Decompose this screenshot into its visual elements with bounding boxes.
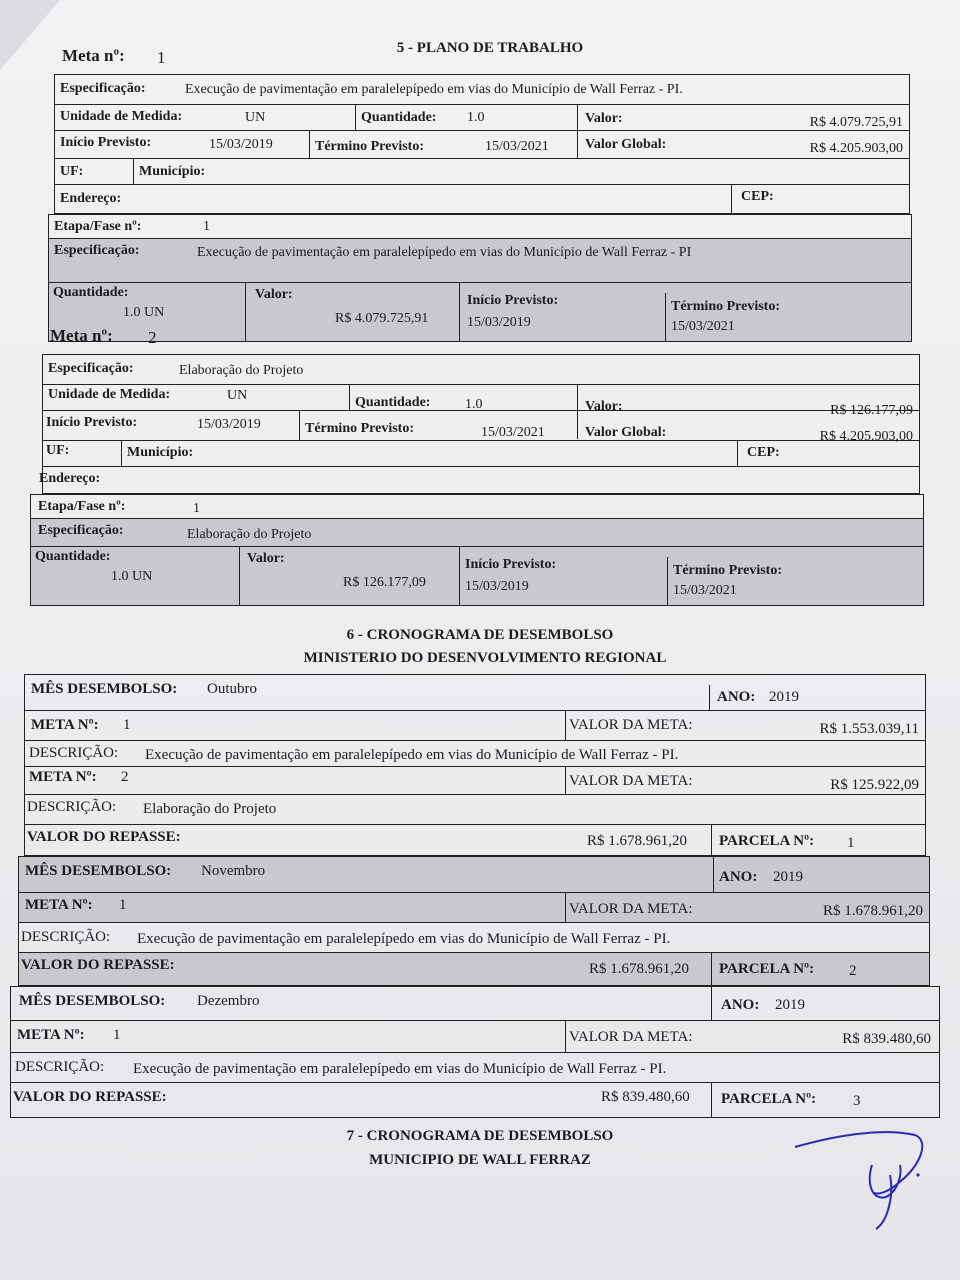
meta-2-row-especificacao xyxy=(43,355,919,385)
crono-novembro-parcela: 2 xyxy=(849,963,857,979)
inicio-label: Início Previsto: xyxy=(46,415,138,430)
mes-label: MÊS DESEMBOLSO: xyxy=(31,681,178,697)
meta-1-etapa: 1 xyxy=(203,219,210,234)
crono-outubro-repasse-valor: R$ 1.678.961,20 xyxy=(587,833,688,849)
meta-2-row-unidade xyxy=(43,385,919,418)
crono-outubro-table xyxy=(24,674,926,856)
crono-dezembro-desc-1 xyxy=(11,1053,939,1083)
crono-dezembro-repasse-valor: R$ 839.480,60 xyxy=(601,1089,690,1105)
crono-outubro-meta-1 xyxy=(25,711,925,741)
termino-label: Término Previsto: xyxy=(315,139,424,154)
crono-novembro-meta-1-descricao: Execução de pavimentação em paralelepípedo em vias do Município de Wall Ferraz - PI. xyxy=(137,931,671,947)
meta-1-row-etapa-valores xyxy=(49,283,911,341)
meta-2-number: 2 xyxy=(148,328,157,347)
crono-dezembro-meta-1-valor: R$ 839.480,60 xyxy=(842,1031,931,1047)
crono-novembro-desc-1 xyxy=(19,923,929,953)
meta-2-unidade: UN xyxy=(227,388,248,403)
uf-label: UF: xyxy=(46,443,70,458)
meta-1-etapa-inicio: 15/03/2019 xyxy=(467,315,531,330)
valor-label: Valor: xyxy=(585,111,623,126)
meta-1-row-unidade xyxy=(55,105,909,131)
crono-novembro-repasse xyxy=(19,953,929,985)
repasse-label: VALOR DO REPASSE: xyxy=(27,829,181,845)
meta-1-label: Meta nº: xyxy=(62,46,125,65)
handwritten-signature xyxy=(790,1125,930,1235)
especificacao-label: Especificação: xyxy=(38,523,124,538)
section-7-subtitle: MUNICIPIO DE WALL FERRAZ xyxy=(369,1152,591,1168)
crono-outubro-meta-2-descricao: Elaboração do Projeto xyxy=(143,801,277,817)
meta-1-etapa-especificacao: Execução de pavimentação em paralelepípedo em vias do Município de Wall Ferraz - PI xyxy=(197,245,692,260)
descricao-label: DESCRIÇÃO: xyxy=(21,929,111,945)
meta-2-termino: 15/03/2021 xyxy=(481,425,545,440)
section-7-title: 7 - CRONOGRAMA DE DESEMBOLSO xyxy=(346,1128,614,1144)
ano-label: ANO: xyxy=(719,869,758,885)
meta-1-row-endereco xyxy=(55,185,909,215)
crono-outubro-row-mes xyxy=(25,675,925,711)
crono-novembro-mes: Novembro xyxy=(201,863,266,879)
mes-label: MÊS DESEMBOLSO: xyxy=(25,863,172,879)
meta-label: META Nº: xyxy=(29,769,97,785)
crono-dezembro-meta-1 xyxy=(11,1021,939,1053)
uf-label: UF: xyxy=(60,164,84,179)
crono-outubro-meta-1-valor: R$ 1.553.039,11 xyxy=(819,721,919,737)
quantidade-label: Quantidade: xyxy=(53,285,129,300)
crono-outubro-meta-1-numero: 1 xyxy=(123,717,131,733)
valor-global-label: Valor Global: xyxy=(585,137,667,152)
meta-2-etapa-inicio: 15/03/2019 xyxy=(465,579,529,594)
repasse-label: VALOR DO REPASSE: xyxy=(21,957,175,973)
meta-1-row-uf xyxy=(55,159,909,185)
meta-2-especificacao: Elaboração do Projeto xyxy=(179,363,304,378)
meta-2-valor-global: R$ 4.205.903,00 xyxy=(819,429,913,444)
crono-dezembro-parcela: 3 xyxy=(853,1093,861,1109)
meta-2-quantidade: 1.0 xyxy=(465,397,483,412)
meta-1-row-especificacao xyxy=(55,75,909,105)
crono-novembro-row-mes xyxy=(19,857,929,893)
cep-label: CEP: xyxy=(747,445,780,460)
descricao-label: DESCRIÇÃO: xyxy=(29,745,119,761)
meta-2-inicio: 15/03/2019 xyxy=(197,417,261,432)
etapa-label: Etapa/Fase nº: xyxy=(54,219,142,234)
quantidade-label: Quantidade: xyxy=(355,395,431,410)
municipio-label: Município: xyxy=(127,445,194,460)
valor-meta-label: VALOR DA META: xyxy=(569,1029,693,1045)
valor-label: Valor: xyxy=(255,287,293,302)
termino-label: Término Previsto: xyxy=(671,299,780,314)
meta-1-row-etapa xyxy=(49,215,911,239)
parcela-label: PARCELA Nº: xyxy=(719,833,815,849)
crono-outubro-meta-2-valor: R$ 125.922,09 xyxy=(830,777,919,793)
meta-2-etapa-especificacao: Elaboração do Projeto xyxy=(187,527,312,542)
meta-1-etapa-quantidade: 1.0 UN xyxy=(123,305,165,320)
unidade-label: Unidade de Medida: xyxy=(48,387,171,402)
crono-outubro-repasse xyxy=(25,825,925,855)
meta-1-valor: R$ 4.079.725,91 xyxy=(809,115,903,130)
meta-1-number: 1 xyxy=(157,48,166,67)
meta-2-table xyxy=(39,354,920,494)
meta-label: META Nº: xyxy=(31,717,99,733)
termino-label: Término Previsto: xyxy=(305,421,414,436)
crono-dezembro-table xyxy=(10,986,940,1118)
crono-dezembro-mes: Dezembro xyxy=(197,993,260,1009)
etapa-label: Etapa/Fase nº: xyxy=(38,499,126,514)
descricao-label: DESCRIÇÃO: xyxy=(15,1059,105,1075)
page-corner-shadow xyxy=(0,0,60,70)
meta-2-label: Meta nº: xyxy=(50,326,113,345)
crono-outubro-ano: 2019 xyxy=(769,689,799,705)
crono-outubro-meta-2 xyxy=(25,767,925,795)
repasse-label: VALOR DO REPASSE: xyxy=(13,1089,167,1105)
crono-outubro-mes: Outubro xyxy=(207,681,257,697)
crono-dezembro-repasse xyxy=(11,1083,939,1117)
meta-1-unidade: UN xyxy=(245,110,266,125)
section-6-title: 6 - CRONOGRAMA DE DESEMBOLSO xyxy=(346,627,614,643)
meta-2-row-etapa-especificacao xyxy=(31,519,923,547)
meta-2-etapa-valor: R$ 126.177,09 xyxy=(343,575,426,590)
crono-outubro-parcela: 1 xyxy=(847,835,855,851)
crono-outubro-meta-1-descricao: Execução de pavimentação em paralelepípedo em vias do Município de Wall Ferraz - PI. xyxy=(145,747,679,763)
meta-2-row-uf xyxy=(43,441,919,467)
crono-outubro-desc-2 xyxy=(25,795,925,825)
parcela-label: PARCELA Nº: xyxy=(719,961,815,977)
section-5-title: 5 - PLANO DE TRABALHO xyxy=(396,40,584,56)
crono-dezembro-row-mes xyxy=(11,987,939,1021)
meta-1-especificacao: Execução de pavimentação em paralelepípedo em vias do Município de Wall Ferraz - PI. xyxy=(185,82,683,97)
crono-novembro-table xyxy=(18,856,930,986)
ano-label: ANO: xyxy=(721,997,760,1013)
ano-label: ANO: xyxy=(717,689,756,705)
crono-dezembro-meta-1-numero: 1 xyxy=(113,1027,121,1043)
meta-1-row-datas xyxy=(55,131,909,159)
descricao-label: DESCRIÇÃO: xyxy=(27,799,117,815)
meta-1-inicio: 15/03/2019 xyxy=(209,137,273,152)
meta-2-etapa-quantidade: 1.0 UN xyxy=(111,569,153,584)
valor-global-label: Valor Global: xyxy=(585,425,667,440)
meta-2-row-etapa-valores xyxy=(31,547,923,605)
endereco-label: Endereço: xyxy=(60,191,122,206)
mes-label: MÊS DESEMBOLSO: xyxy=(19,993,166,1009)
valor-meta-label: VALOR DA META: xyxy=(569,901,693,917)
meta-1-etapa-termino: 15/03/2021 xyxy=(671,319,735,334)
meta-1-row-etapa-especificacao xyxy=(49,239,911,283)
crono-outubro-desc-1 xyxy=(25,741,925,767)
endereco-label: Endereço: xyxy=(39,471,101,486)
crono-dezembro-meta-1-descricao: Execução de pavimentação em paralelepípedo em vias do Município de Wall Ferraz - PI. xyxy=(133,1061,667,1077)
valor-label: Valor: xyxy=(247,551,285,566)
inicio-label: Início Previsto: xyxy=(467,293,559,308)
especificacao-label: Especificação: xyxy=(54,243,140,258)
meta-2-row-etapa xyxy=(31,495,923,519)
cep-label: CEP: xyxy=(741,189,774,204)
meta-1-etapa-valor: R$ 4.079.725,91 xyxy=(335,311,429,326)
municipio-label: Município: xyxy=(139,164,206,179)
valor-label: Valor: xyxy=(585,399,623,414)
crono-outubro-meta-2-numero: 2 xyxy=(121,769,129,785)
unidade-label: Unidade de Medida: xyxy=(60,109,183,124)
crono-novembro-ano: 2019 xyxy=(773,869,803,885)
valor-meta-label: VALOR DA META: xyxy=(569,773,693,789)
especificacao-label: Especificação: xyxy=(48,361,134,376)
quantidade-label: Quantidade: xyxy=(35,549,111,564)
inicio-label: Início Previsto: xyxy=(60,135,152,150)
quantidade-label: Quantidade: xyxy=(361,110,437,125)
valor-meta-label: VALOR DA META: xyxy=(569,717,693,733)
meta-1-termino: 15/03/2021 xyxy=(485,139,549,154)
meta-label: META Nº: xyxy=(17,1027,85,1043)
meta-1-table xyxy=(54,74,910,214)
crono-novembro-meta-1 xyxy=(19,893,929,923)
parcela-label: PARCELA Nº: xyxy=(721,1091,817,1107)
section-6-subtitle: MINISTERIO DO DESENVOLVIMENTO REGIONAL xyxy=(303,650,667,666)
crono-dezembro-ano: 2019 xyxy=(775,997,805,1013)
meta-1-valor-global: R$ 4.205.903,00 xyxy=(809,141,903,156)
meta-1-quantidade: 1.0 xyxy=(467,110,485,125)
meta-2-row-datas xyxy=(43,411,919,444)
termino-label: Término Previsto: xyxy=(673,563,782,578)
crono-novembro-meta-1-valor: R$ 1.678.961,20 xyxy=(822,903,923,919)
meta-1-etapa-table xyxy=(48,214,912,342)
crono-novembro-repasse-valor: R$ 1.678.961,20 xyxy=(589,961,690,977)
meta-2-etapa-termino: 15/03/2021 xyxy=(673,583,737,598)
meta-2-valor: R$ 126.177,09 xyxy=(830,403,913,418)
inicio-label: Início Previsto: xyxy=(465,557,557,572)
meta-2-etapa: 1 xyxy=(193,501,200,516)
meta-2-etapa-table xyxy=(30,494,924,606)
crono-novembro-meta-1-numero: 1 xyxy=(119,897,127,913)
especificacao-label: Especificação: xyxy=(60,81,146,96)
meta-label: META Nº: xyxy=(25,897,93,913)
